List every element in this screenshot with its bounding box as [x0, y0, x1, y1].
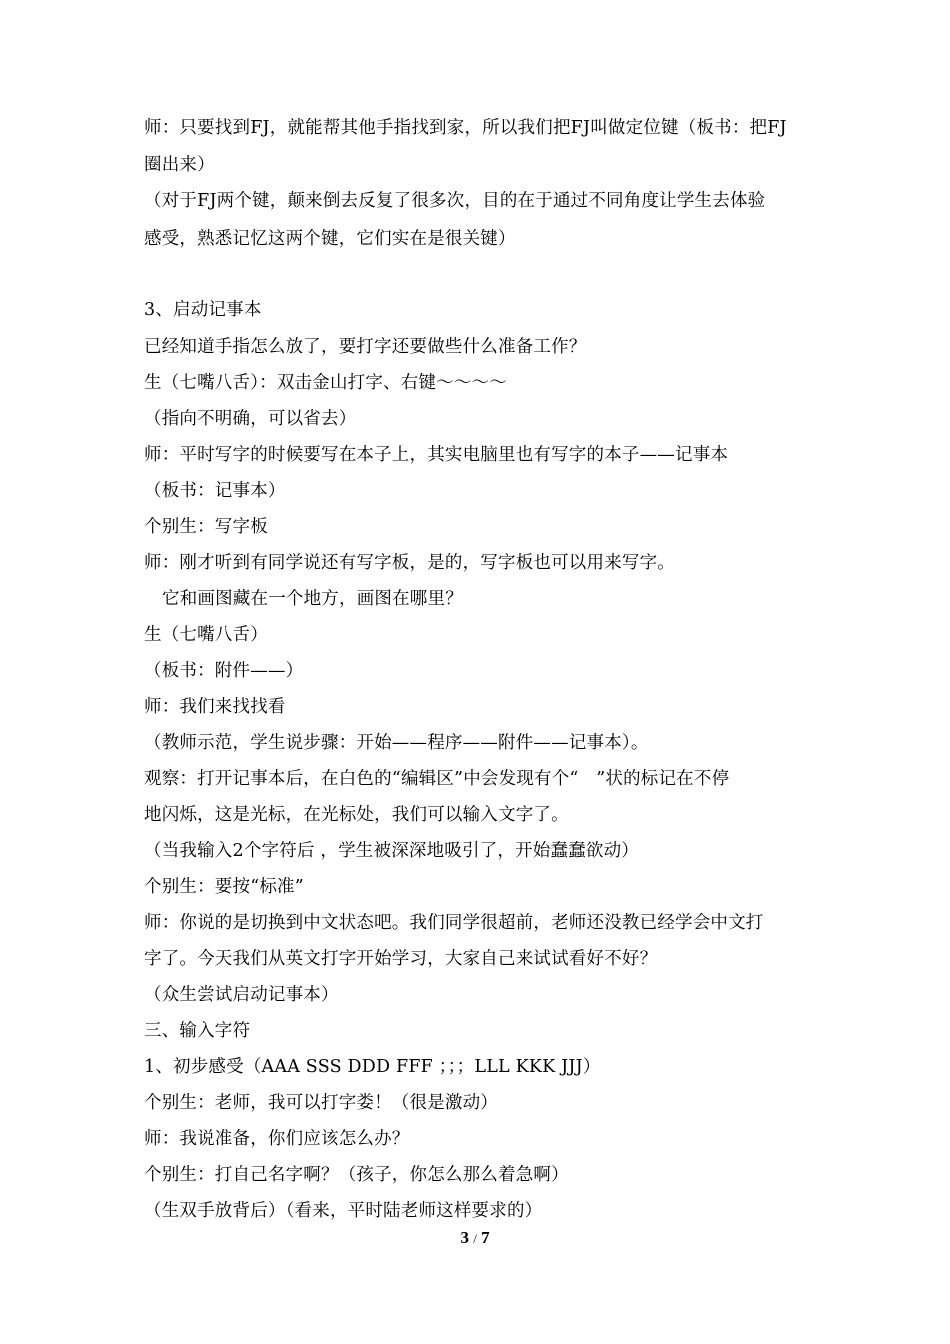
text-line: 师：我们来找找看 [144, 697, 286, 717]
text-line: （板书：附件——） [144, 661, 304, 681]
text-line: 1、初步感受（AAA SSS DDD FFF ；；；LLL KKK JJJ） [144, 1057, 601, 1077]
text-line: 师：你说的是切换到中文状态吧。我们同学很超前，老师还没教已经学会中文打 [144, 913, 764, 933]
page-number [0, 1227, 950, 1250]
text-line: 师：刚才听到有同学说还有写字板，是的，写字板也可以用来写字。 [144, 553, 675, 573]
text-line: 字了。今天我们从英文打字开始学习，大家自己来试试看好不好？ [144, 949, 658, 969]
text-line: 个别生：打自己名字啊？（孩子，你怎么那么着急啊） [144, 1165, 569, 1185]
text-line: （指向不明确，可以省去） [144, 409, 357, 429]
section-heading: 3、启动记事本 [144, 300, 262, 320]
text-line: 它和画图藏在一个地方，画图在哪里？ [162, 589, 463, 609]
text-line: 圈出来） [144, 155, 215, 175]
text-line: 生（七嘴八舌） [144, 625, 268, 645]
section-heading: 三、输入字符 [144, 1021, 251, 1041]
text-line: 感受，熟悉记忆这两个键，它们实在是很关键） [144, 229, 516, 249]
text-line: （当我输入2个字符后 ，学生被深深地吸引了，开始蠢蠢欲动） [144, 841, 639, 861]
text-line: 个别生：写字板 [144, 517, 268, 537]
total-pages-number: 7 [481, 1228, 490, 1247]
text-line: 个别生：老师，我可以打字娄！（很是激动） [144, 1093, 498, 1113]
text-line: 师：平时写字的时候要写在本子上，其实电脑里也有写字的本子——记事本 [144, 445, 729, 465]
text-line: 师：我说准备，你们应该怎么办？ [144, 1129, 410, 1149]
text-line: （众生尝试启动记事本） [144, 985, 339, 1005]
text-line: 个别生：要按“标准” [144, 877, 304, 897]
text-line: 生（七嘴八舌）：双击金山打字、右键～～～～ [144, 373, 507, 393]
text-line: （教师示范，学生说步骤：开始——程序——附件——记事本）。 [144, 733, 649, 753]
current-page-number: 3 [460, 1228, 469, 1247]
text-line: 观察：打开记事本后，在白色的“编辑区”中会发现有个“ ”状的标记在不停 [144, 769, 730, 789]
page-separator: / [473, 1231, 477, 1246]
text-line: 师：只要找到FJ，就能帮其他手指找到家，所以我们把FJ叫做定位键（板书：把FJ [144, 118, 787, 138]
text-line: 已经知道手指怎么放了，要打字还要做些什么准备工作？ [144, 337, 587, 357]
text-line: （对于FJ两个键，颠来倒去反复了很多次，目的在于通过不同角度让学生去体验 [144, 191, 766, 211]
text-line: （板书：记事本） [144, 481, 286, 501]
text-line: （生双手放背后）（看来，平时陆老师这样要求的） [144, 1201, 543, 1221]
text-line: 地闪烁，这是光标，在光标处，我们可以输入文字了。 [144, 805, 569, 825]
